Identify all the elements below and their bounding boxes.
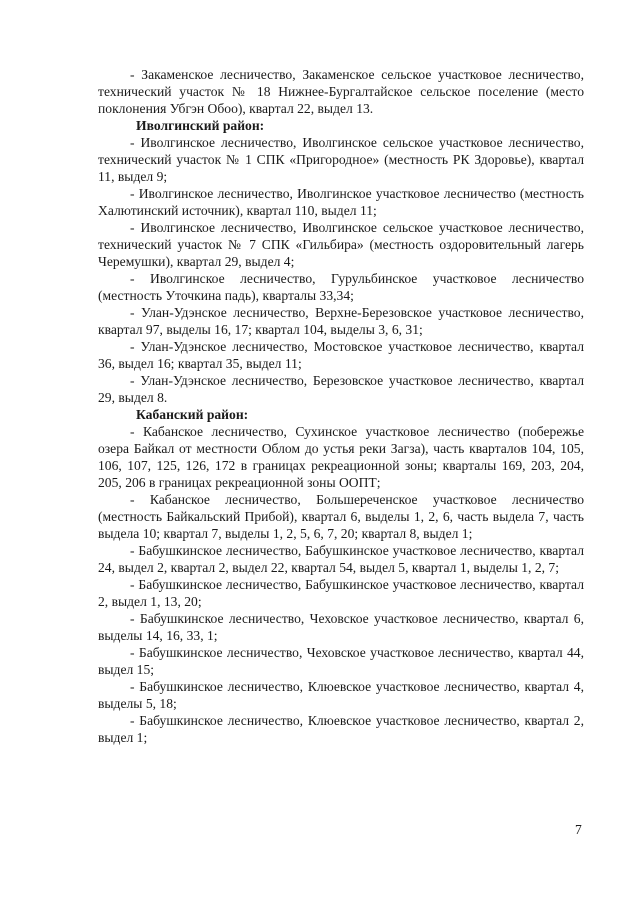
list-item: - Бабушкинское лесничество, Чеховское участковое лесничество, квартал 6, выделы 14, 16, 33, 1; [98, 611, 584, 643]
list-item: - Бабушкинское лесничество, Чеховское участковое лесничество, квартал 44, выдел 15; [98, 645, 584, 677]
section-ivolginsky [98, 117, 584, 406]
document-body [98, 66, 584, 746]
section-heading: Кабанский район: [136, 407, 249, 422]
list-item: - Иволгинское лесничество, Иволгинское участковое лесничество (местность Халютинский источник), квартал 110, выдел 11; [98, 186, 584, 218]
list-item: - Бабушкинское лесничество, Бабушкинское участковое лесничество, квартал 2, выдел 1, 13, 20; [98, 577, 584, 609]
list-item: - Улан-Удэнское лесничество, Верхне-Березовское участковое лесничество, квартал 97, выделы 16, 17; квартал 104, выделы 3, 6, 31; [98, 305, 584, 337]
list-item: - Иволгинское лесничество, Гурульбинское участковое лесничество (местность Уточкина падь), кварталы 33,34; [98, 271, 584, 303]
list-item: - Бабушкинское лесничество, Клюевское участковое лесничество, квартал 4, выделы 5, 18; [98, 679, 584, 711]
section-heading: Иволгинский район: [136, 118, 265, 133]
list-item: - Бабушкинское лесничество, Клюевское участковое лесничество, квартал 2, выдел 1; [98, 713, 584, 745]
intro-paragraph: - Закаменское лесничество, Закаменское сельское участковое лесничество, технический участок № 18 Нижнее-Бургалтайское сельское поселение (место поклонения Убгэн Обоо), квартал 22, выдел 13. [98, 67, 584, 116]
list-item: - Иволгинское лесничество, Иволгинское сельское участковое лесничество, технический участок № 7 СПК «Гильбира» (местность оздоровительный лагерь Черемушки), квартал 29, выдел 4; [98, 220, 584, 269]
page-number: 7 [575, 822, 582, 837]
section-kabansky [98, 406, 584, 746]
list-item: - Иволгинское лесничество, Иволгинское сельское участковое лесничество, технический участок № 1 СПК «Пригородное» (местность РК Здоровье), квартал 11, выдел 9; [98, 135, 584, 184]
list-item: - Кабанское лесничество, Большереченское участковое лесничество (местность Байкальский Прибой), квартал 6, выделы 1, 2, 6, часть выдела 7, часть выдела 10; квартал 7, выделы 1, 2, 5, 6, 7, 20; квартал 8, выдел 1; [98, 492, 584, 541]
list-item: - Бабушкинское лесничество, Бабушкинское участковое лесничество, квартал 24, выдел 2, квартал 2, выдел 22, квартал 54, выдел 5, квартал 1, выделы 1, 2, 7; [98, 543, 584, 575]
list-item: - Кабанское лесничество, Сухинское участковое лесничество (побережье озера Байкал от местности Облом до устья реки Загза), часть кварталов 104, 105, 106, 107, 125, 126, 172 в границах рекреационной зоны; кварталы 169, 203, 204, 205, 206 в границах рекреационной зоны ООПТ; [98, 424, 584, 490]
list-item: - Улан-Удэнское лесничество, Березовское участковое лесничество, квартал 29, выдел 8. [98, 373, 584, 405]
list-item: - Улан-Удэнское лесничество, Мостовское участковое лесничество, квартал 36, выдел 16; квартал 35, выдел 11; [98, 339, 584, 371]
